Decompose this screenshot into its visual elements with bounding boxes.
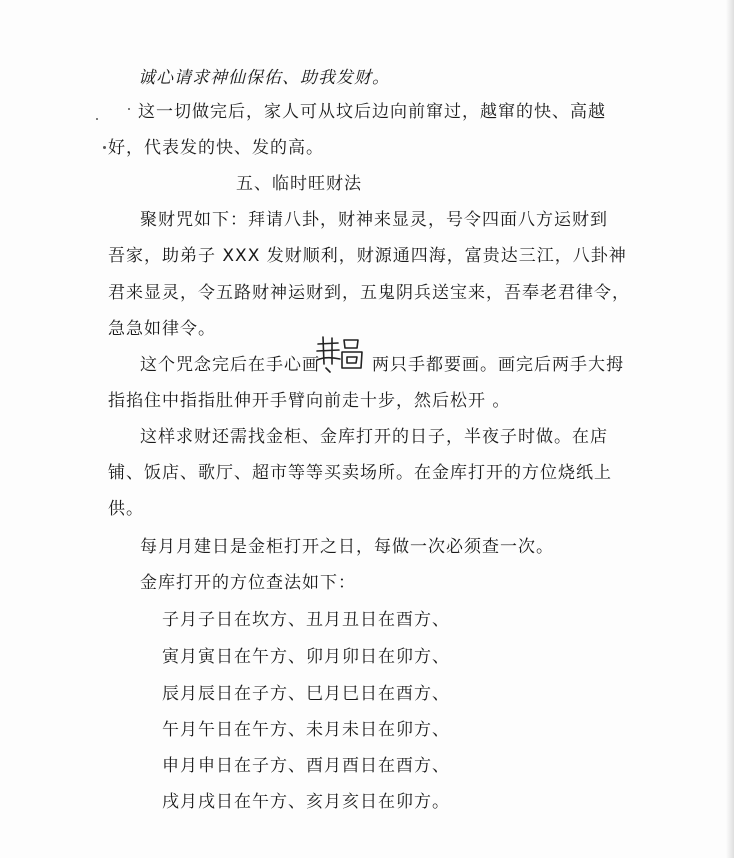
paragraph-line: 每月月建日是金柜打开之日，每做一次必须查一次。: [140, 537, 554, 557]
paragraph-line: 两只手都要画。画完后两手大拇: [372, 355, 624, 375]
list-item: 辰月辰日在子方、巳月巳日在酉方、: [162, 684, 450, 704]
paragraph-line: 这个咒念完后在手心画: [140, 355, 320, 375]
scan-speck: [128, 108, 130, 110]
scan-speck: [96, 118, 98, 120]
paragraph-line: 金库打开的方位查法如下：: [140, 573, 356, 593]
paragraph-line: 这样求财还需找金柜、金库打开的日子，半夜子时做。在店: [140, 427, 608, 447]
paragraph-line: 这一切做完后，家人可从坟后边向前窜过，越窜的快、高越: [138, 102, 606, 122]
list-item: 寅月寅日在午方、卯月卯日在卯方、: [162, 647, 450, 667]
section-heading: 五、临时旺财法: [236, 174, 362, 194]
handwritten-symbol-icon: [314, 334, 372, 378]
scan-edge-shadow: [726, 0, 734, 858]
list-item: 申月申日在子方、酉月酉日在酉方、: [162, 756, 450, 776]
paragraph-line: 铺、饭店、歌厅、超市等等买卖场所。在金库打开的方位烧纸上: [108, 463, 612, 483]
paragraph-line: 吾家，助弟子 XXX 发财顺利，财源通四海，富贵达三江，八卦神: [108, 246, 627, 266]
scan-speck: [103, 146, 106, 149]
list-item: 戌月戌日在午方、亥月亥日在卯方。: [162, 792, 450, 812]
paragraph-line: 急急如律令。: [108, 319, 216, 339]
list-item: 子月子日在坎方、丑月丑日在酉方、: [162, 610, 450, 630]
paragraph-line: 聚财咒如下：拜请八卦，财神来显灵，号令四面八方运财到: [140, 210, 608, 230]
paragraph-line: 好，代表发的快、发的高。: [108, 138, 324, 158]
paragraph-line: 君来显灵，令五路财神运财到，五鬼阴兵送宝来，吾奉老君律令，: [108, 283, 630, 303]
prayer-line: 诚心请求神仙保佑、助我发财。: [138, 68, 390, 88]
list-item: 午月午日在午方、未月未日在卯方、: [162, 720, 450, 740]
paragraph-line: 指掐住中指指肚伸开手臂向前走十步，然后松开 。: [108, 391, 511, 411]
paragraph-line: 供。: [108, 499, 144, 519]
